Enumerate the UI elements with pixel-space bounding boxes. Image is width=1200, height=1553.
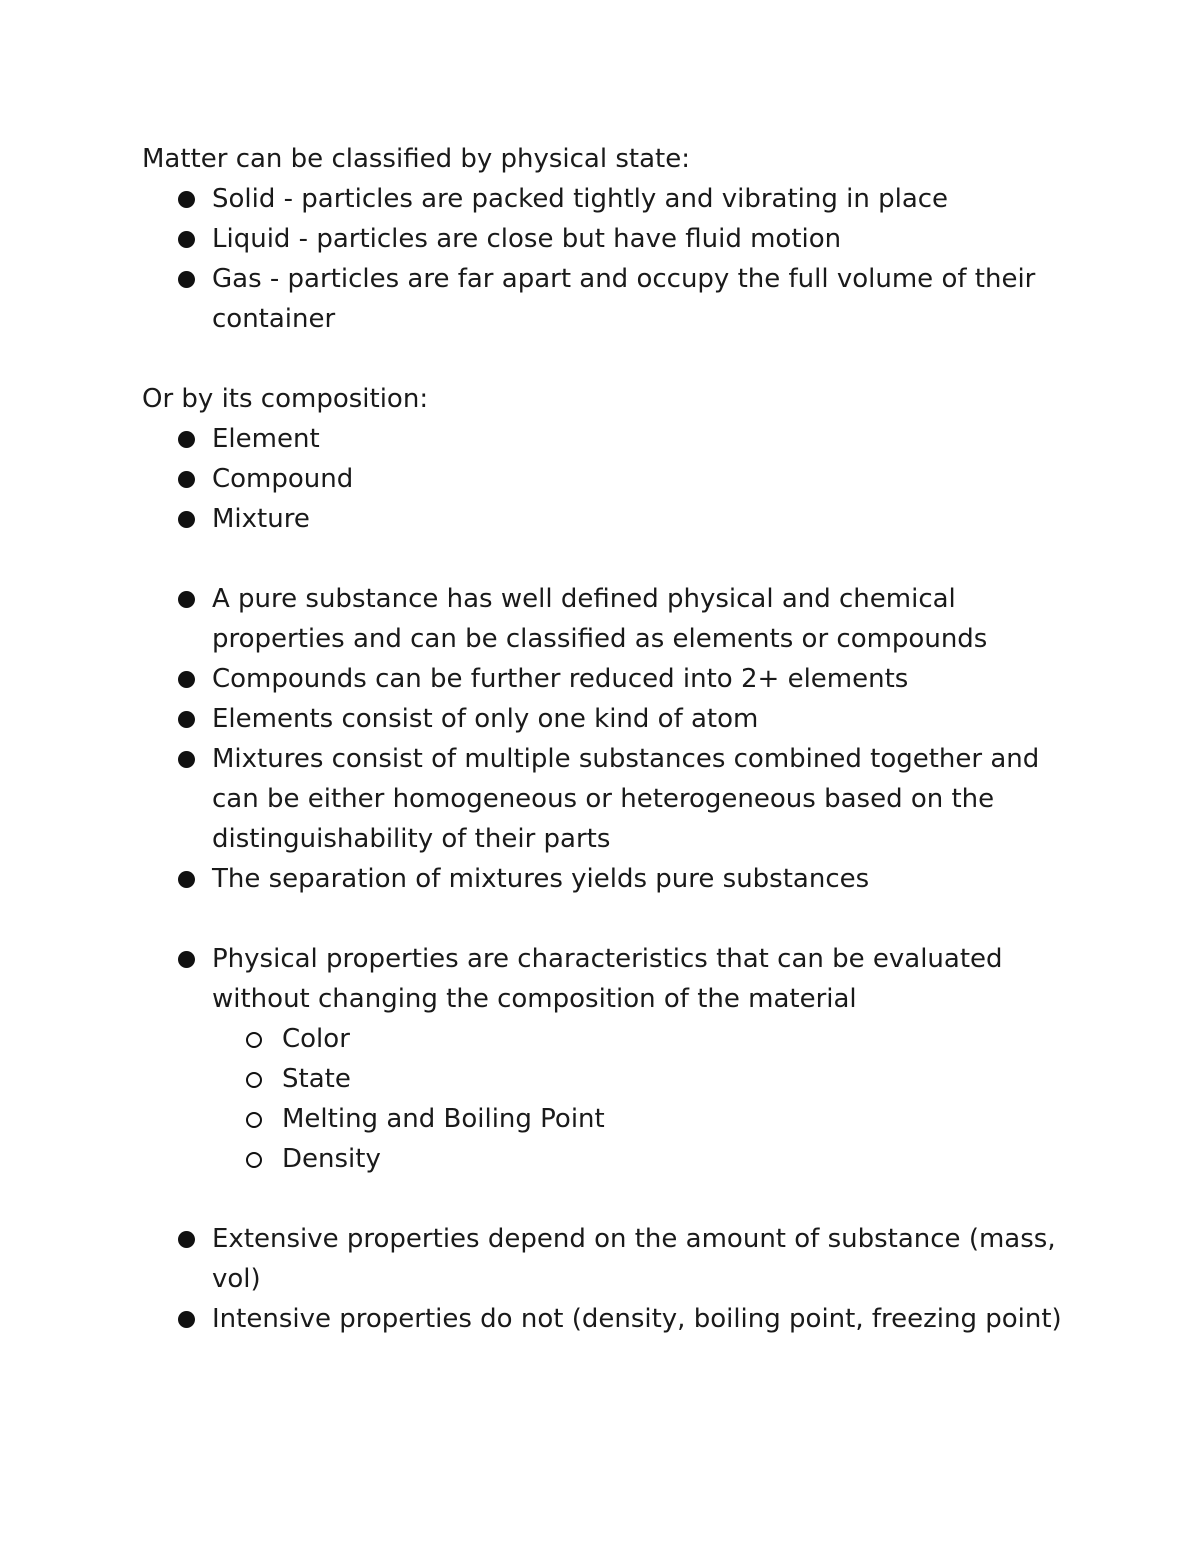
sub-list-item [282,1019,1072,1059]
filled-bullet-icon [178,231,195,248]
property-types-list [142,1219,1072,1339]
document-content [142,139,1072,1339]
filled-bullet-icon [178,271,195,288]
list-item-text: Gas - particles are far apart and occupy the full volume of their container [212,264,1036,334]
spacer [142,339,1072,379]
list-item-text: Physical properties are characteristics that can be evaluated without changing the composition of the material [212,944,1003,1014]
hollow-bullet-icon [246,1112,262,1128]
list-item [212,179,1072,219]
list-item-text: Extensive properties depend on the amount of substance (mass, vol) [212,1224,1056,1294]
list-item-text: Liquid - particles are close but have fluid motion [212,224,842,254]
hollow-bullet-icon [246,1072,262,1088]
list-item [212,219,1072,259]
list-item-text: A pure substance has well defined physical and chemical properties and can be classified as elements or compounds [212,584,988,654]
states-list [142,179,1072,339]
substances-list [142,579,1072,899]
spacer [142,1179,1072,1219]
list-item [212,699,1072,739]
list-item-text: Element [212,424,320,454]
spacer [142,899,1072,939]
list-item [212,859,1072,899]
composition-intro: Or by its composition: [142,384,429,414]
sub-list-item [282,1099,1072,1139]
sub-list-item [282,1059,1072,1099]
filled-bullet-icon [178,511,195,528]
list-item [212,419,1072,459]
physical-properties-list [142,939,1072,1179]
sub-list-item-text: State [282,1064,351,1094]
list-item [212,939,1072,1179]
list-item-text: Intensive properties do not (density, boiling point, freezing point) [212,1304,1062,1334]
filled-bullet-icon [178,671,195,688]
sub-list-item [282,1139,1072,1179]
filled-bullet-icon [178,431,195,448]
list-item [212,659,1072,699]
list-item-text: Solid - particles are packed tightly and vibrating in place [212,184,949,214]
list-item [212,1219,1072,1299]
list-item [212,459,1072,499]
list-item-text: Elements consist of only one kind of atom [212,704,759,734]
list-item-text: Mixture [212,504,310,534]
list-item [212,259,1072,339]
filled-bullet-icon [178,951,195,968]
list-item-text: The separation of mixtures yields pure substances [212,864,870,894]
filled-bullet-icon [178,751,195,768]
list-item-text: Compounds can be further reduced into 2+ elements [212,664,909,694]
filled-bullet-icon [178,1231,195,1248]
filled-bullet-icon [178,711,195,728]
list-item [212,739,1072,859]
states-intro: Matter can be classified by physical state: [142,144,690,174]
filled-bullet-icon [178,191,195,208]
spacer [142,539,1072,579]
composition-list [142,419,1072,539]
filled-bullet-icon [178,1311,195,1328]
list-item [212,1299,1072,1339]
sub-list-item-text: Melting and Boiling Point [282,1104,605,1134]
hollow-bullet-icon [246,1152,262,1168]
filled-bullet-icon [178,471,195,488]
sub-list-item-text: Density [282,1144,381,1174]
filled-bullet-icon [178,591,195,608]
list-item-text: Compound [212,464,354,494]
list-item [212,579,1072,659]
list-item-text: Mixtures consist of multiple substances combined together and can be either homogeneous or heterogeneous based on the distinguishability of their parts [212,744,1040,854]
sub-list-item-text: Color [282,1024,350,1054]
list-item [212,499,1072,539]
filled-bullet-icon [178,871,195,888]
physical-examples-list [212,1019,1072,1179]
hollow-bullet-icon [246,1032,262,1048]
